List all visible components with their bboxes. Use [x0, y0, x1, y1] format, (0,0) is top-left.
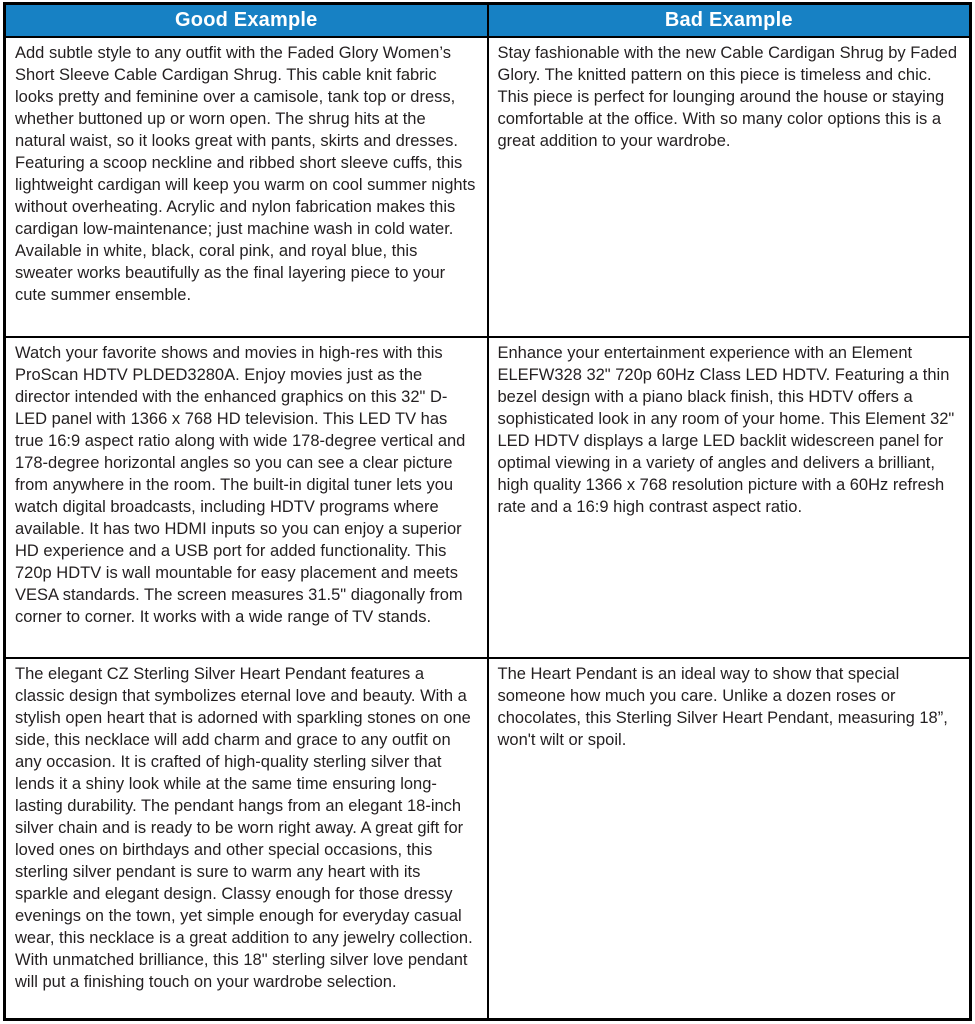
table-row	[5, 337, 971, 658]
column-header-good-example: Good Example	[5, 4, 488, 37]
header-row	[5, 4, 971, 37]
table-row	[5, 37, 971, 337]
good-example-cardigan-description: Add subtle style to any outfit with the Faded Glory Women’s Short Sleeve Cable Cardigan Shrug. This cable knit fabric looks pretty and feminine over a camisole, tank top or dress, whether buttoned up or worn open. The shrug hits at the natural waist, so it looks great with pants, skirts and dresses. Featuring a scoop neckline and ribbed short sleeve cuffs, this lightweight cardigan will keep you warm on cool summer nights without overheating. Acrylic and nylon fabrication makes this cardigan low-maintenance; just machine wash in cold water. Available in white, black, coral pink, and royal blue, this sweater works beautifully as the final layering piece to your cute summer ensemble.	[5, 37, 488, 337]
bad-example-hdtv-description: Enhance your entertainment experience with an Element ELEFW328 32" 720p 60Hz Class LED HDTV. Featuring a thin bezel design with a piano black finish, this HDTV offers a sophisticated look in any room of your home. This Element 32" LED HDTV displays a large LED backlit widescreen panel for optimal viewing in a variety of angles and delivers a brilliant, high quality 1366 x 768 resolution picture with a 60Hz refresh rate and a 16:9 high contrast aspect ratio.	[488, 337, 971, 658]
table-row	[5, 658, 971, 1020]
bad-example-cardigan-description: Stay fashionable with the new Cable Cardigan Shrug by Faded Glory. The knitted pattern on this piece is timeless and chic. This piece is perfect for lounging around the house or staying comfortable at the office. With so many color options this is a great addition to your wardrobe.	[488, 37, 971, 337]
bad-example-pendant-description: The Heart Pendant is an ideal way to show that special someone how much you care. Unlike a dozen roses or chocolates, this Sterling Silver Heart Pendant, measuring 18”, won't wilt or spoil.	[488, 658, 971, 1020]
good-example-pendant-description: The elegant CZ Sterling Silver Heart Pendant features a classic design that symbolizes eternal love and beauty. With a stylish open heart that is adorned with sparkling stones on one side, this necklace will add charm and grace to any outfit on any occasion. It is crafted of high-quality sterling silver that lends it a shiny look while at the same time ensuring long-lasting durability. The pendant hangs from an elegant 18-inch silver chain and is ready to be worn right away. A great gift for loved ones on birthdays and other special occasions, this sterling silver pendant is sure to warm any heart with its sparkle and elegant design. Classy enough for those dressy evenings on the town, yet simple enough for everyday casual wear, this necklace is a great addition to any jewelry collection. With unmatched brilliance, this 18" sterling silver love pendant will put a finishing touch on your wardrobe selection.	[5, 658, 488, 1020]
examples-comparison-table	[3, 2, 972, 1021]
good-example-hdtv-description: Watch your favorite shows and movies in high-res with this ProScan HDTV PLDED3280A. Enjoy movies just as the director intended with the enhanced graphics on this 32" D-LED panel with 1366 x 768 HD television. This LED TV has true 16:9 aspect ratio along with wide 178-degree vertical and 178-degree horizontal angles so you can see a clear picture from anywhere in the room. The built-in digital tuner lets you watch digital broadcasts, including HDTV programs where available. It has two HDMI inputs so you can enjoy a superior HD experience and a USB port for added functionality. This 720p HDTV is wall mountable for easy placement and meets VESA standards. The screen measures 31.5" diagonally from corner to corner. It works with a wide range of TV stands.	[5, 337, 488, 658]
column-header-bad-example: Bad Example	[488, 4, 971, 37]
